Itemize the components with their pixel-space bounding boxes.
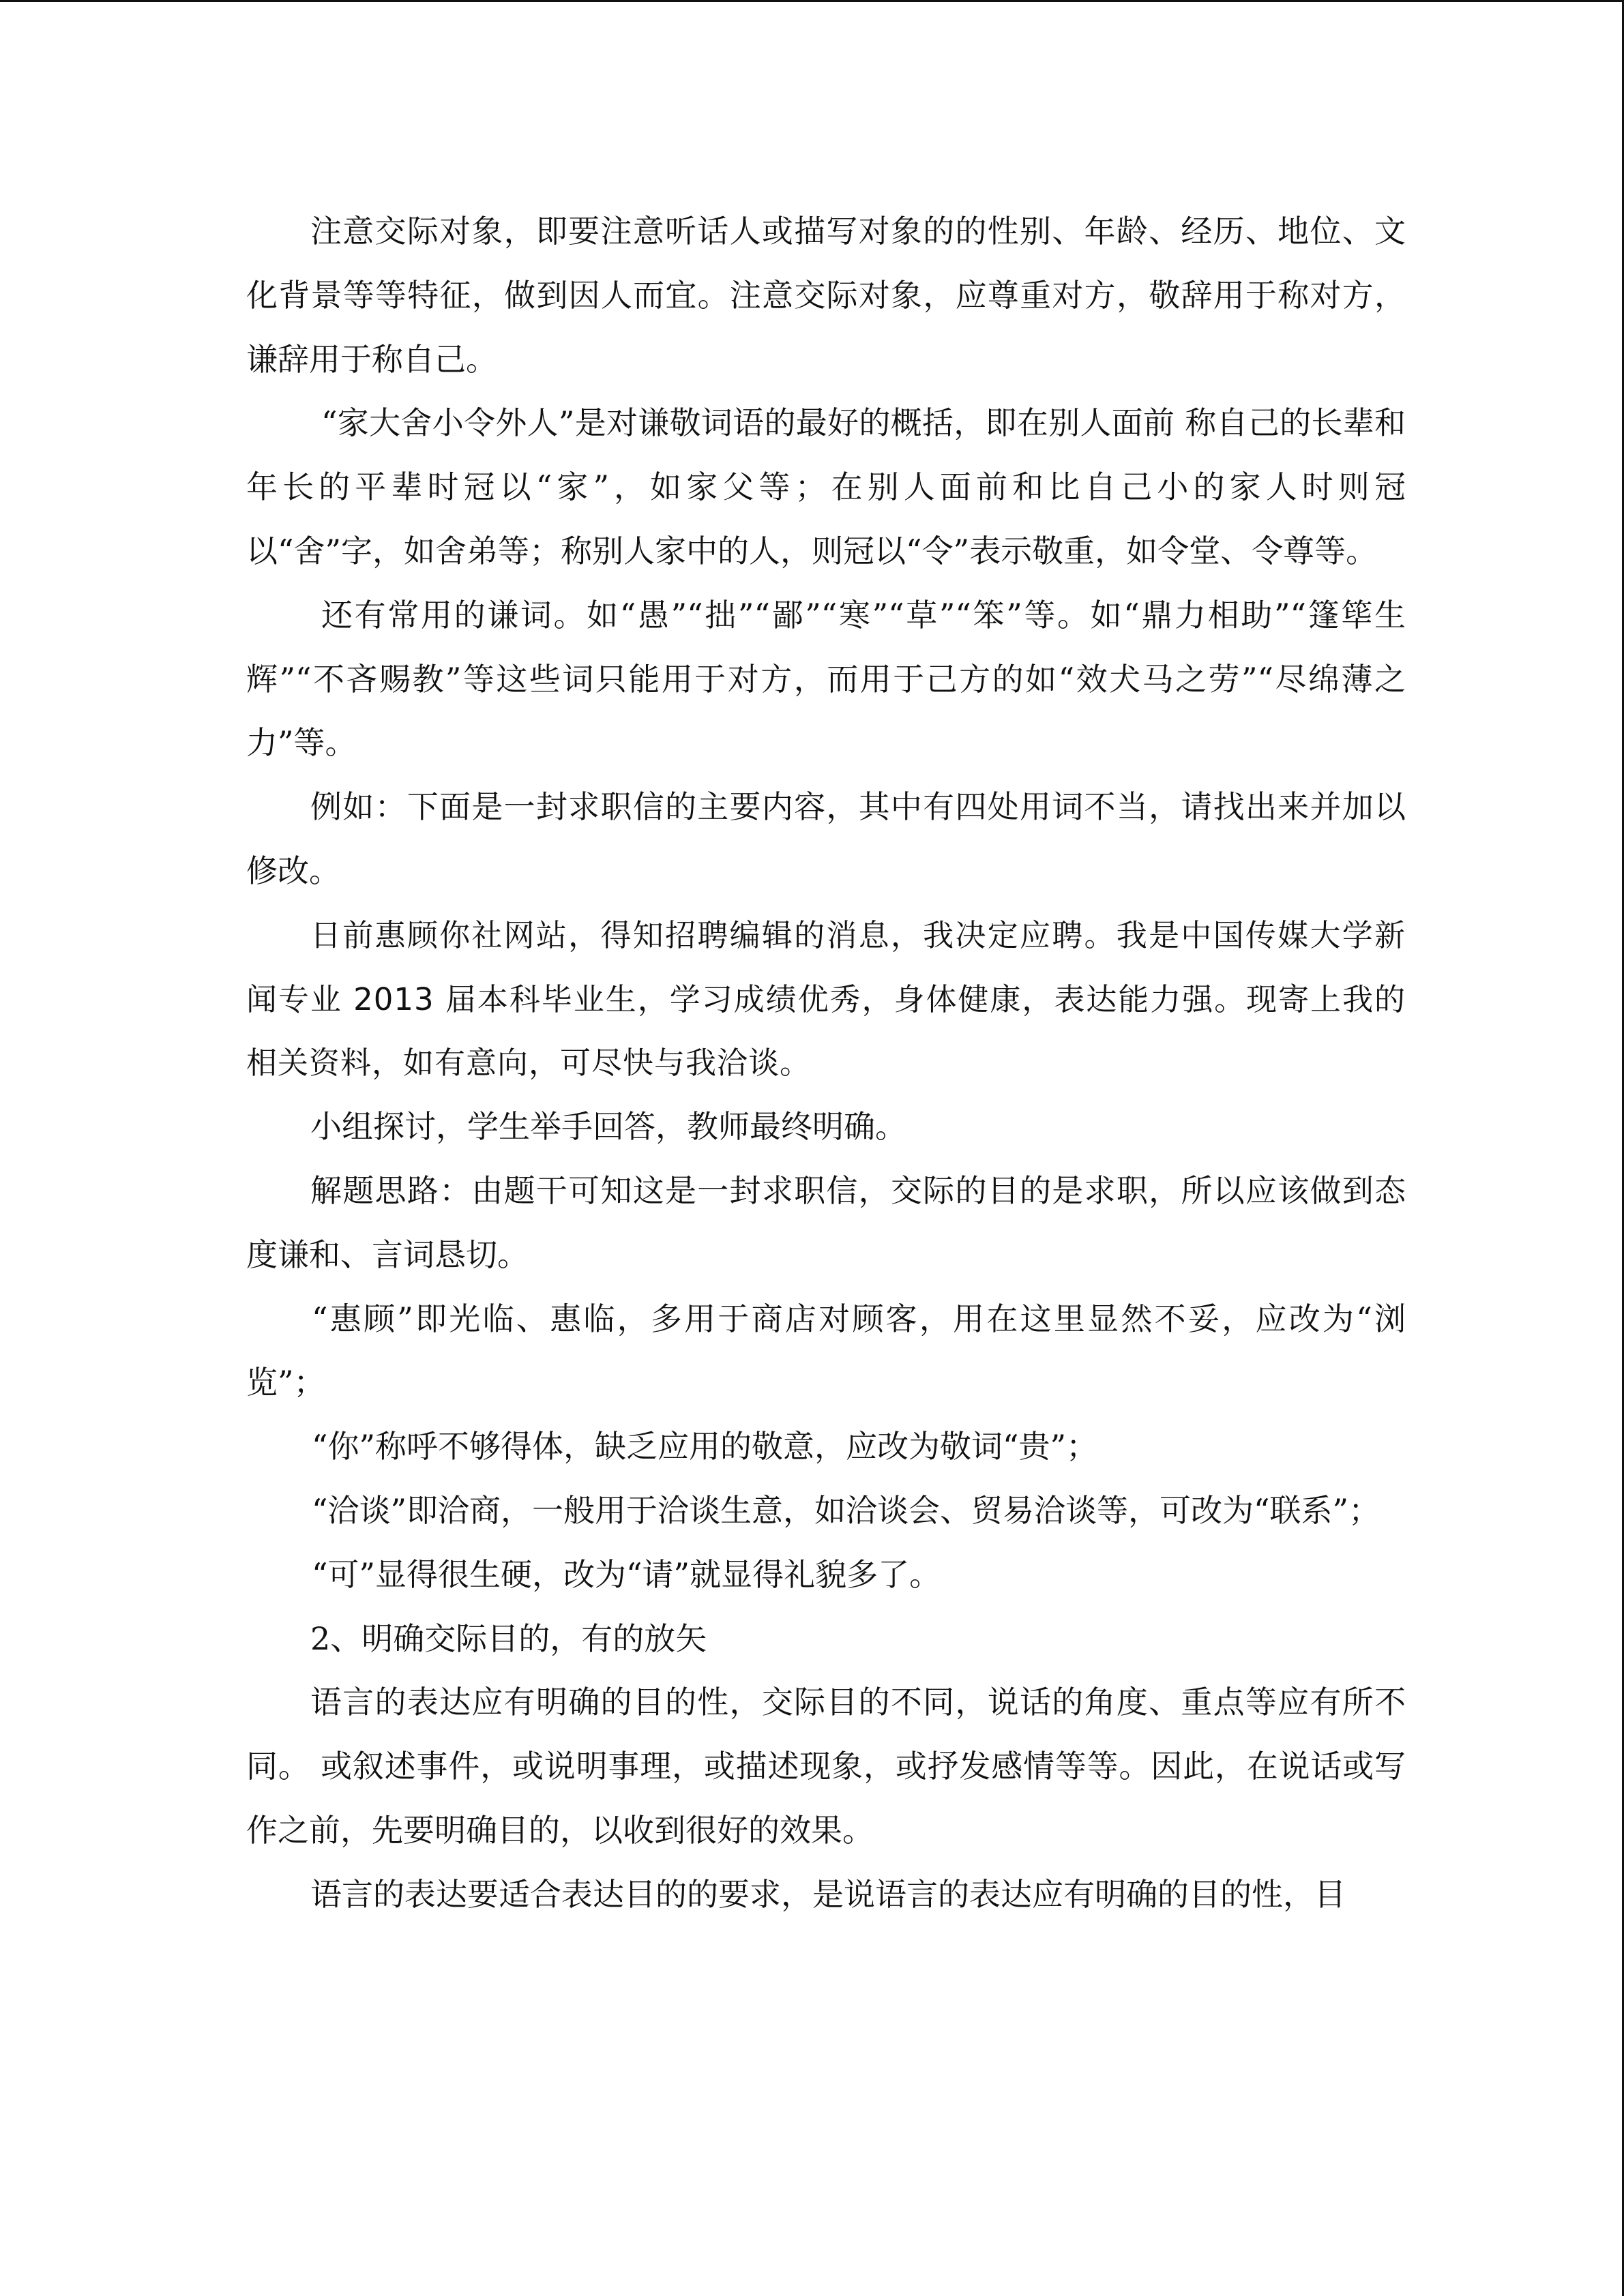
paragraph-correction-3: “洽谈”即洽商，一般用于洽谈生意，如洽谈会、贸易洽谈等，可改为“联系”； [312, 1491, 1381, 1529]
paragraph-purpose-requirement: 语言的表达要适合表达目的的要求，是说语言的表达应有明确的目的性，目 [310, 1875, 1346, 1913]
paragraph-purpose: 语言的表达应有明确的目的性，交际目的不同，说话的角度、重点等应有所不同。 或叙述事件，或说明事理，或描述现象，或抒发感情等等。因此，在说话或写作之前，先要明确目的，以收到很好的效果。 [246, 1684, 1406, 1849]
paragraph-audience: 注意交际对象，即要注意听话人或描写对象的的性别、年龄、经历、地位、文化背景等等特征，做到因人而宜。注意交际对象，应尊重对方，敬辞用于称对方，谦辞用于称自己。 [246, 213, 1406, 378]
paragraph-example-letter: 日前惠顾你社网站，得知招聘编辑的消息，我决定应聘。我是中国传媒大学新闻专业 2013 届本科毕业生，学习成绩优秀，身体健康，表达能力强。现寄上我的相关资料，如有意向，可尽快与我洽谈。 [246, 916, 1406, 1082]
paragraph-example-intro: 例如：下面是一封求职信的主要内容，其中有四处用词不当，请找出来并加以修改。 [246, 788, 1406, 889]
paragraph-discussion: 小组探讨，学生举手回答，教师最终明确。 [310, 1108, 906, 1146]
document-body [246, 200, 1406, 1927]
paragraph-correction-4: “可”显得很生硬，改为“请”就显得礼貌多了。 [312, 1555, 941, 1593]
paragraph-honorific-summary: “家大舍小令外人”是对谦敬词语的最好的概括，即在别人面前 称自己的长辈和年长的平辈时冠以“家”，如家父等；在别人面前和比自己小的家人时则冠以“舍”字，如舍弟等；称别人家中的人，则冠以“令”表示敬重，如令堂、令尊等。 [246, 404, 1406, 569]
paragraph-humble-words: 还有常用的谦词。如“愚”“拙”“鄙”“寒”“草”“笨”等。如“鼎力相助”“篷筚生辉”“不吝赐教”等这些词只能用于对方，而用于己方的如“效犬马之劳”“尽绵薄之力”等。 [246, 596, 1406, 762]
paragraph-solution-approach: 解题思路：由题干可知这是一封求职信，交际的目的是求职，所以应该做到态度谦和、言词恳切。 [246, 1172, 1406, 1273]
paragraph-correction-1: “惠顾”即光临、惠临，多用于商店对顾客，用在这里显然不妥，应改为“浏览”； [246, 1300, 1406, 1401]
section-heading-purpose: 2、明确交际目的，有的放矢 [310, 1620, 707, 1657]
paragraph-correction-2: “你”称呼不够得体，缺乏应用的敬意，应改为敬词“贵”； [312, 1428, 1098, 1465]
